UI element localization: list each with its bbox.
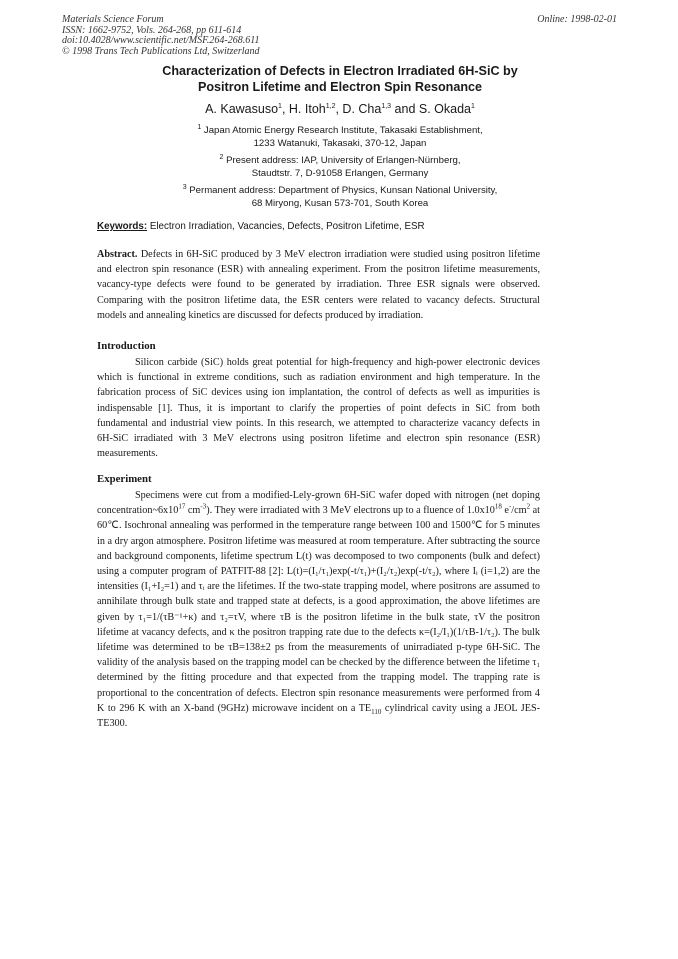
author-separator: , <box>335 102 343 116</box>
text-run: at 60℃. Isochronal annealing was performed in the temperature range between 100 and 1500℃ for 5 minutes in a dry argon atmosphere. Positron lifetime was measured at room temperature. After subtracting the source and background components, lifetime spectrum L(t) was decomposed to two components (bulk and defect) using a computer program of PATFIT-88 [2]: L(t)=(I₁/τ₁)exp(-t/τ₁)+(I₂/τ₂)exp(-t/τ₂), where Iᵢ (i=1,2) are the intensities (I₁+I₂=1) and τᵢ are the lifetimes. If the two-state trapping model, where positrons are assumed to annihilate through bulk state and trapped state at defects, is a good approximation, the above lifetimes are given by τ₁=1/(τB⁻¹+κ) and τ₂=τV, where τB is the positron lifetime in the bulk state, τV the positron lifetime at vacancy defects, and κ the positron trapping rate due to the defects κ=(I₂/I₁)(1/τB-1/τ₂). The bulk lifetime was determined to be τB=138±2 ps from the measurements of unirradiated p-type 6H-SiC. The validity of the analysis based on the trapping model can be checked by the difference between the lifetime τ₁ determined by the fitting procedure and that expected from the trapping model. The trapping rate is proportional to the concentration of defects. Electron spin resonance measurements were performed from 4 K to 296 K with an X-band (9GHz) microwave incident on a TE <box>97 505 540 714</box>
experiment-heading: Experiment <box>97 473 152 485</box>
title-line-2: Positron Lifetime and Electron Spin Resonance <box>197 79 483 94</box>
author-name: D. Cha <box>342 102 382 116</box>
author-separator: , <box>281 102 289 116</box>
issn: ISSN: 1662-9752, Vols. 264-268, pp 611-614 <box>62 24 242 36</box>
online-date: Online: 1998-02-01 <box>537 14 617 25</box>
copyright: © 1998 Trans Tech Publications Ltd, Switzerland <box>62 45 260 57</box>
abstract <box>97 247 540 323</box>
text-run: e <box>501 505 509 517</box>
title-line-1: Characterization of Defects in Electron Irradiated 6H-SiC by <box>162 64 518 78</box>
affiliation-2 <box>60 155 620 180</box>
superscript: 2 <box>526 502 531 511</box>
affiliation-line: Japan Atomic Energy Research Institute, Takasaki Establishment, <box>203 125 483 136</box>
author-name: A. Kawasuso <box>205 102 279 116</box>
author-list <box>60 102 620 116</box>
author-name: S. Okada <box>418 102 471 116</box>
abstract-text: Defects in 6H-SiC produced by 3 MeV electron irradiation were studied using positron lifetime and electron spin resonance (ESR) with annealing experiment. From the positron lifetime measurements, vacancy-type defects were found to be generated by irradiation. Three ESR signals were observed. Comparing with the positron lifetime data, the ESR centers were related to vacancy defects. Structural models and annealing kinetics are discussed for defects produced by irradiation. <box>97 249 540 321</box>
author-affiliation-mark: 1,2 <box>325 102 336 110</box>
superscript: 17 <box>178 502 186 511</box>
keywords <box>97 221 617 232</box>
author-affiliation-mark: 1,3 <box>381 102 392 110</box>
superscript: - <box>508 502 512 511</box>
subscript: 110 <box>371 707 382 716</box>
affiliation-line: Permanent address: Department of Physics, Kunsan National University, <box>189 185 498 196</box>
author-affiliation-mark: 1 <box>471 102 475 110</box>
author-affiliation-mark: 1 <box>278 102 282 110</box>
affiliation-mark: 2 <box>219 153 224 161</box>
affiliation-line: 68 Miryong, Kusan 573-701, South Korea <box>251 197 429 209</box>
introduction-text: Silicon carbide (SiC) holds great potential for high-frequency and high-power electronic devices which is functional in extreme conditions, such as radiation environment and high temperature. In the fabrication process of SiC devices using ion implantation, the control of defects as well as impurities is indispensable [1]. Thus, it is important to clarify the properties of point defects in SiC from both fundamental and industrial view points. In this research, we attempted to characterize vacancy defects in 6H-SiC irradiated with 3 MeV electrons using positron lifetime and electron spin resonance (ESR) measurements. <box>97 357 540 460</box>
affiliation-line: Staudtstr. 7, D-91058 Erlangen, Germany <box>251 167 429 179</box>
affiliation-1 <box>60 125 620 150</box>
introduction-heading: Introduction <box>97 340 156 352</box>
superscript: -3 <box>200 502 207 511</box>
page-header <box>62 15 617 57</box>
text-run: /cm <box>511 505 527 517</box>
abstract-label: Abstract. <box>97 249 138 260</box>
text-run: cm <box>185 505 201 517</box>
keywords-label: Keywords: <box>97 221 148 232</box>
author-separator: and <box>391 102 419 116</box>
text-run: Specimens were cut from a modified-Lely-grown 6H-SiC wafer doped with nitrogen (net doping concentration~6x10 <box>97 490 540 517</box>
experiment-text <box>97 488 540 731</box>
superscript: 18 <box>494 502 502 511</box>
affiliation-line: 1233 Watanuki, Takasaki, 370-12, Japan <box>253 137 427 149</box>
paper-title <box>60 64 620 95</box>
text-run: ). They were irradiated with 3 MeV electrons up to a fluence of 1.0x10 <box>206 505 495 517</box>
doi: doi:10.4028/www.scientific.net/MSF.264-268.611 <box>62 35 260 46</box>
affiliation-3 <box>60 185 620 210</box>
keywords-text: Electron Irradiation, Vacancies, Defects, Positron Lifetime, ESR <box>149 221 425 232</box>
affiliation-line: Present address: IAP, University of Erlangen-Nürnberg, <box>226 155 461 166</box>
journal-name: Materials Science Forum <box>62 14 164 25</box>
text-run: cylindrical cavity using a JEOL JES-TE300. <box>97 702 541 730</box>
author-name: H. Itoh <box>288 102 326 116</box>
affiliation-mark: 3 <box>182 183 187 191</box>
affiliation-mark: 1 <box>197 123 202 131</box>
